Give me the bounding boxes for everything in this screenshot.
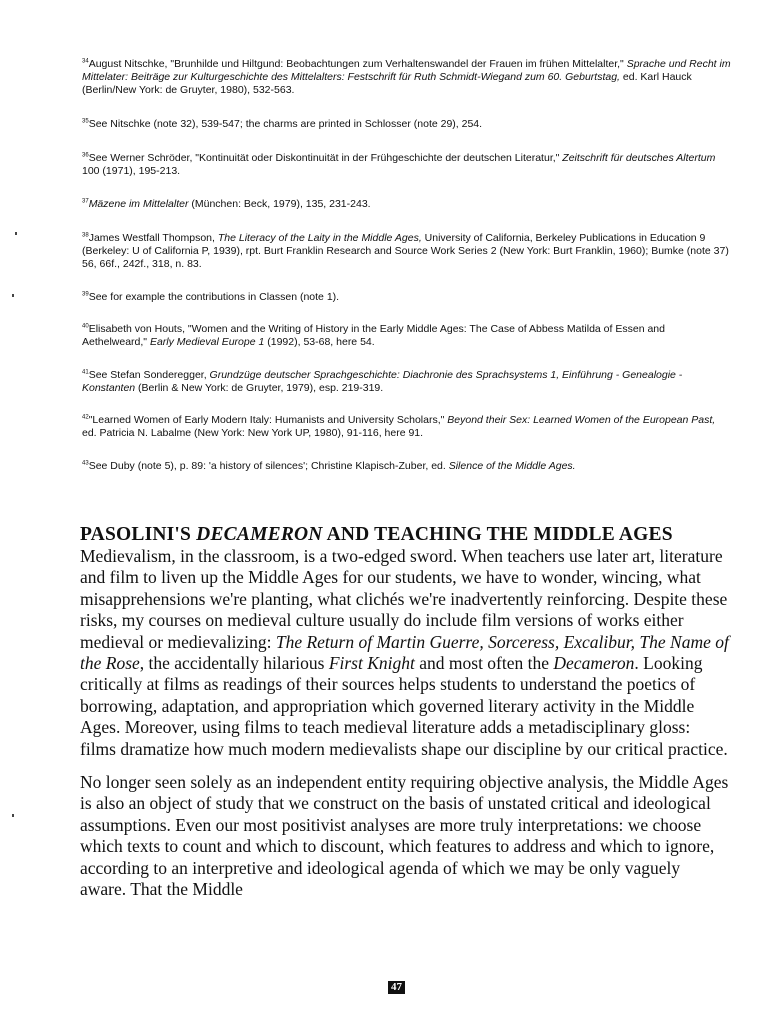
footnote-41	[82, 369, 732, 395]
footnote-text: See for example the contributions in Classen (note 1).	[88, 291, 340, 303]
paragraph-text: and most often the	[414, 653, 554, 674]
film-titles: The Return of Martin Guerre, Sorceress, Excalibur, The Name of the Rose	[80, 631, 729, 674]
footnote-number: 34	[82, 58, 89, 65]
essay-paragraph-1	[80, 546, 730, 760]
footnote-title: The Literacy of the Laity in the Middle Ages,	[217, 232, 422, 244]
footnote-text: ed. Patricia N. Labalme (New York: New York UP, 1980), 91-116, here 91.	[82, 427, 424, 440]
footnote-34	[82, 58, 732, 98]
footnote-title: Silence of the Middle Ages.	[448, 460, 576, 472]
footnote-title: Mäzene im Mittelalter	[88, 198, 189, 210]
footnote-number: 35	[82, 118, 89, 125]
footnote-number: 37	[82, 198, 89, 205]
paragraph-text: . Looking critically at films as readings of their sources helps students to understand the poetics of borrowing, adaptation, and appropriation which governed literary activity in the Middle Ages. Moreover, using films to teach medieval literature adds a metadisciplinary gloss: films dramatize how much modern medievalists shape our discipline by our critical practice.	[80, 653, 728, 759]
footnote-37	[82, 198, 732, 211]
footnote-text: (1992), 53-68, here 54.	[264, 336, 375, 349]
paragraph-text: , the accidentally hilarious	[139, 653, 329, 674]
footnote-text: University of California, Berkeley Publications in Education 9 (Berkeley: U of California P, 1939), rpt. Burt Franklin Research and Source Work Series 2 (New York: Burt Franklin, 1960); Bumke (note 37) 56, 66f., 242f., 318, n. 83.	[82, 232, 729, 271]
essay-paragraph-2	[80, 772, 730, 900]
film-title: First Knight	[328, 653, 415, 674]
film-title: Decameron	[553, 653, 635, 674]
footnote-text: James Westfall Thompson,	[88, 232, 218, 244]
paragraph-text: No longer seen solely as an independent entity requiring objective analysis, the Middle Ages is also an object of study that we construct on the basis of unstated critical and ideological assumptions. Even our most positivist analyses are more truly interpretations: we choose which texts to count and which to discount, which features to address and which to ignore, according to an interpretive and ideological agenda of which we may be only vaguely aware. That the Middle	[80, 772, 729, 900]
footnote-40	[82, 323, 732, 349]
footnote-43	[82, 460, 732, 473]
footnote-text: (München: Beck, 1979), 135, 231-243.	[188, 198, 371, 210]
page-number: 47	[388, 981, 405, 994]
footnote-39	[82, 291, 732, 304]
footnote-title: Zeitschrift für deutsches Altertum	[562, 152, 716, 164]
footnote-number: 36	[82, 152, 89, 159]
heading-text: PASOLINI'S	[80, 524, 197, 545]
footnote-text: See Werner Schröder, "Kontinuität oder Diskontinuität in der Frühgeschichte der deutschen Literatur,"	[88, 152, 563, 164]
essay	[80, 524, 730, 901]
footnote-number: 43	[82, 460, 89, 467]
scan-speck	[12, 814, 14, 817]
heading-text: AND TEACHING THE MIDDLE AGES	[322, 524, 673, 545]
footnote-text: See Duby (note 5), p. 89: 'a history of silences'; Christine Klapisch-Zuber, ed.	[88, 460, 449, 472]
footnote-38	[82, 232, 732, 272]
footnote-text: August Nitschke, "Brunhilde und Hiltgund: Beobachtungen zum Verhaltenswandel der Frauen im frühen Mittelalter,"	[88, 58, 627, 70]
footnote-36	[82, 152, 732, 178]
footnote-text: (Berlin & New York: de Gruyter, 1979), esp. 219-319.	[135, 382, 384, 395]
footnote-number: 42	[82, 414, 89, 421]
scan-speck	[12, 294, 14, 297]
footnote-text: See Stefan Sonderegger,	[88, 369, 210, 381]
footnote-title: Sprache und Recht im Mittelater: Beiträge zur Kulturgeschichte des Mittelalters: Festschrift für Ruth Schmidt-Wiegand zum 60. Geburtstag,	[82, 58, 731, 84]
footnote-number: 38	[82, 232, 89, 239]
footnote-title: Early Medieval Europe 1	[149, 336, 265, 349]
scan-speck	[15, 232, 17, 235]
footnote-title: Grundzüge deutscher Sprachgeschichte: Diachronie des Sprachsystems 1, Einführung - Genealogie - Konstanten	[82, 369, 683, 395]
footnote-text: See Nitschke (note 32), 539-547; the charms are printed in Schlosser (note 29), 254.	[88, 118, 483, 130]
footnote-text: "Learned Women of Early Modern Italy: Humanists and University Scholars,"	[88, 414, 448, 426]
essay-heading	[80, 524, 730, 546]
footnote-42	[82, 414, 732, 440]
paragraph-text: Medievalism, in the classroom, is a two-edged sword. When teachers use later art, literature and film to liven up the Middle Ages for our students, we have to wonder, wincing, what misapprehensions we're planting, what clichés we're inadvertently reinforcing. Despite these risks, my courses on medieval culture usually do include film versions of works either medieval or medievalizing:	[80, 546, 728, 652]
heading-title: DECAMERON	[196, 524, 323, 545]
footnote-35	[82, 118, 732, 131]
footnote-title: Beyond their Sex: Learned Women of the European Past,	[447, 414, 716, 426]
footnote-text: 100 (1971), 195-213.	[82, 165, 181, 178]
footnote-number: 39	[82, 291, 89, 298]
footnote-number: 40	[82, 323, 89, 330]
footnote-text: Elisabeth von Houts, "Women and the Writing of History in the Early Middle Ages: The Case of Abbess Matilda of Essen and Aethelweard,"	[82, 323, 665, 349]
footnote-number: 41	[82, 369, 89, 376]
footnote-text: ed. Karl Hauck (Berlin/New York: de Gruyter, 1980), 532-563.	[82, 71, 692, 97]
